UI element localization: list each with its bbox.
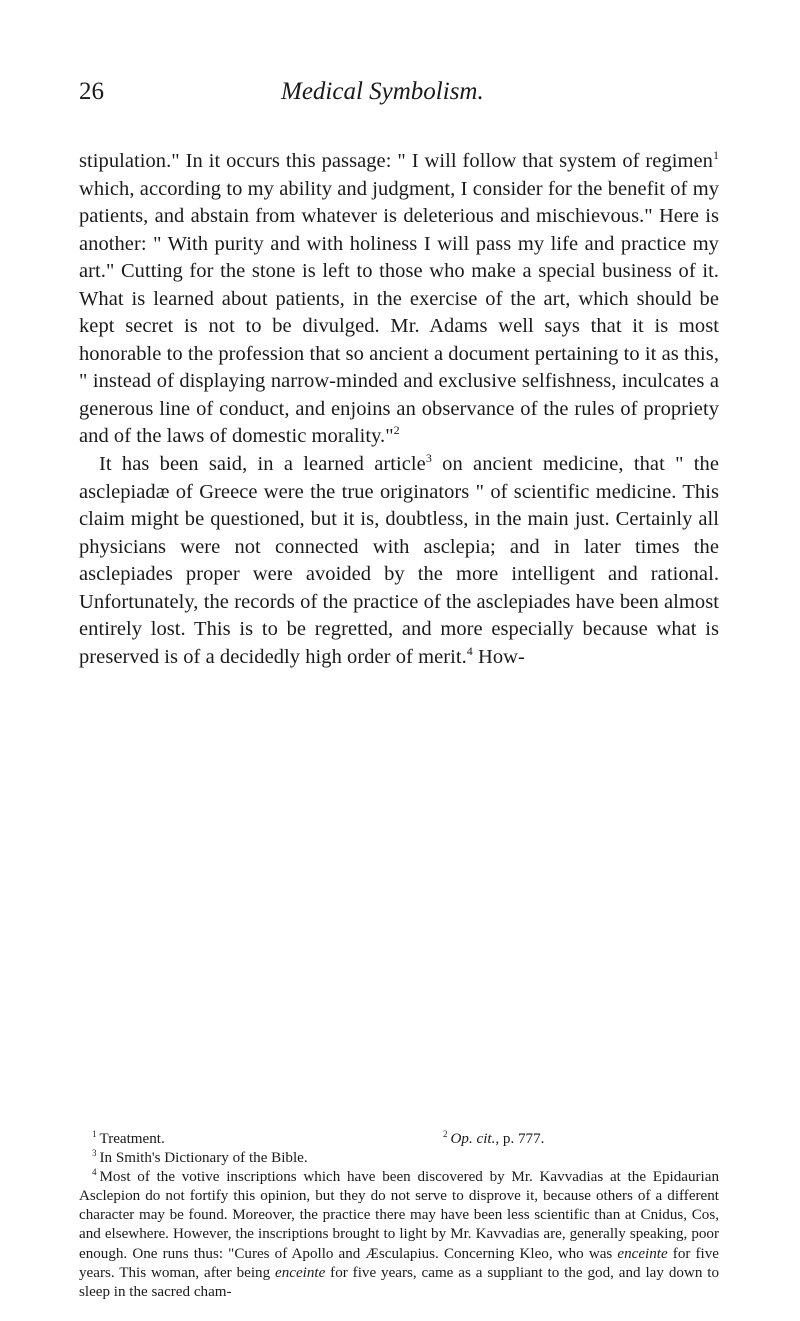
footnote-4-text-a: Most of the votive inscriptions which have been discovered by Mr. Kavvadias at the Epidaurian Asclepion do not fortify this opinion, but they do not serve to disprove it, because others of a different character may be found. Moreover, the practice there may have been less scientific than at Cnidus, Cos, and elsewhere. However, the inscriptions brought to light by Mr. Kavvadias are, generally speaking, poor enough. One runs thus: "Cures of Apollo and Æsculapius. Concerning Kleo, who was xyxy=(79,1169,719,1262)
main-text xyxy=(79,148,719,671)
footnote-1 xyxy=(92,1130,165,1149)
page-number: 26 xyxy=(79,78,104,105)
footnotes xyxy=(79,1130,719,1302)
footnote-4 xyxy=(79,1168,719,1302)
footnote-3 xyxy=(79,1149,719,1168)
footnote-ref-2: 2 xyxy=(393,423,400,438)
paragraph-1-text-b: which, according to my ability and judgment, I consider for the benefit of my patients, and abstain from whatever is deleterious and mischievous." Here is another: " With purity and with holiness I will pass my life and practice my art." Cutting for the stone is left to those who make a special business of it. What is learned about patients, in the exercise of the art, which should be kept secret is not to be divulged. Mr. Adams well says that it is most honorable to the profession that so ancient a document pertaining to it as this, " instead of displaying narrow-minded and exclusive selfishness, inculcates a generous line of conduct, and enjoins an observance of the rules of propriety and of the laws of domestic morality." xyxy=(79,177,719,448)
footnote-3-mark: 3 xyxy=(92,1148,97,1159)
footnote-ref-4: 4 xyxy=(466,644,473,659)
footnote-4-italic-2: enceinte xyxy=(275,1264,326,1281)
running-title: Medical Symbolism. xyxy=(281,78,484,105)
footnote-2-mark: 2 xyxy=(443,1128,448,1139)
footnote-row-1 xyxy=(79,1130,719,1149)
paragraph-2 xyxy=(79,451,719,671)
footnote-2-italic: Op. cit. xyxy=(450,1131,496,1147)
paragraph-2-text-c: How- xyxy=(472,645,525,668)
book-page xyxy=(79,50,720,1300)
footnote-1-text: Treatment. xyxy=(99,1131,165,1147)
paragraph-2-text-b: on ancient medicine, that " the asclepiadæ of Greece were the true originators " of scientific medicine. This claim might be questioned, but it is, doubtless, in the main just. Certainly all physicians were not connected with asclepia; and in later times the asclepiades proper were avoided by the more intelligent and rational. Unfortunately, the records of the practice of the asclepiades have been almost entirely lost. This is to be regretted, and more especially because what is preserved is of a decidedly high order of merit. xyxy=(79,453,720,668)
footnote-2 xyxy=(443,1130,719,1149)
paragraph-2-text-a: It has been said, in a learned article xyxy=(99,453,426,476)
footnote-1-mark: 1 xyxy=(92,1128,97,1139)
footnote-2-text: , p. 777. xyxy=(495,1131,545,1147)
paragraph-1 xyxy=(79,148,719,451)
footnote-ref-1: 1 xyxy=(712,148,719,163)
page-header xyxy=(79,50,719,105)
footnote-4-text-b: for five years. This woman, after being xyxy=(79,1245,719,1281)
footnote-4-italic-1: enceinte xyxy=(617,1245,668,1262)
footnote-ref-3: 3 xyxy=(425,451,432,466)
paragraph-1-text-a: stipulation." In it occurs this passage: " I will follow that system of regimen xyxy=(79,150,713,172)
footnote-4-text-c: for five years, came as a suppliant to the god, and lay down to sleep in the sacred cham- xyxy=(79,1264,719,1300)
footnote-3-text: In Smith's Dictionary of the Bible. xyxy=(99,1150,308,1167)
footnote-4-mark: 4 xyxy=(92,1167,97,1178)
